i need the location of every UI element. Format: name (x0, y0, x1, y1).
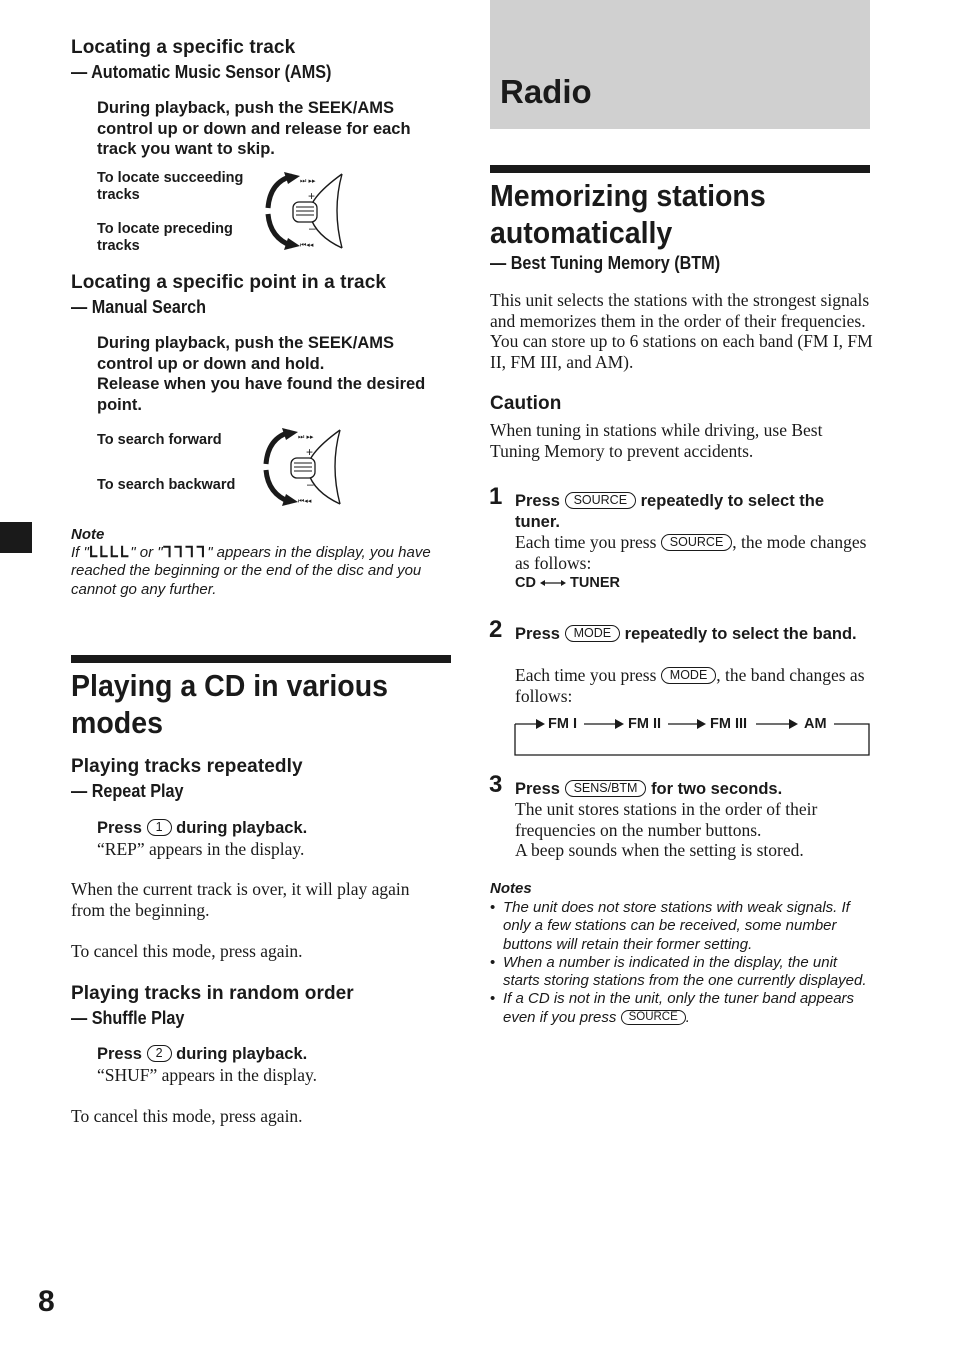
ams-instruction: During playback, push the SEEK/AMS control up or down and release for each track you want to skip. (97, 99, 411, 158)
step-2-number: 2 (489, 616, 503, 643)
next-track-icon: ⏭ ▸▸ (300, 177, 316, 185)
note-text: If "ᒪᒪᒪᒪ" or "ᒣᒣᒣᒣ" appears in the display, you have reached the beginning or the end of the disc and you cannot go any further. (71, 544, 431, 598)
mode-key: MODE (565, 625, 621, 642)
page-number: 8 (38, 1285, 55, 1318)
step-3-instruction: Press SENS/BTM for two seconds. (515, 780, 783, 798)
repeat-heading: Playing tracks repeatedly (71, 756, 303, 777)
section-rule-btm (490, 165, 870, 173)
ams-subheading: — Automatic Music Sensor (AMS) (71, 62, 332, 82)
svg-text:–: – (307, 477, 314, 491)
previous-track-icon: ⏮◂◂ (300, 241, 314, 249)
section-title: Radio (500, 73, 592, 110)
shuffle-cancel: To cancel this mode, press again. (71, 1106, 303, 1126)
repeat-result: “REP” appears in the display. (97, 839, 305, 859)
step-2-body: Each time you press MODE , the band changes as follows: (515, 665, 865, 706)
mode-key-inline: MODE (661, 667, 717, 684)
notes-item: • The unit does not store stations with weak signals. If only a few stations can be received, some number buttons will retain their former setting. (490, 899, 875, 954)
step-3-body-1: The unit stores stations in the order of their frequencies on the number buttons. (515, 799, 818, 840)
btm-intro: This unit selects the stations with the strongest signals and memorizes them in the order of their frequencies. You can store up to 6 stations on each band (FM I, FM II, FM III, and AM). (490, 290, 873, 372)
source-key-note: SOURCE (621, 1010, 686, 1025)
manual-search-heading: Locating a specific point in a track (71, 272, 387, 293)
ams-label-succeeding: To locate succeeding tracks (97, 170, 244, 203)
button-2-key: 2 (147, 1045, 172, 1062)
caution-text: When tuning in stations while driving, use Best Tuning Memory to prevent accidents. (490, 420, 823, 461)
repeat-subheading: — Repeat Play (71, 781, 184, 801)
source-key-inline: SOURCE (661, 534, 732, 551)
shuffle-result: “SHUF” appears in the display. (97, 1065, 317, 1085)
arrow-right-icon (789, 719, 798, 729)
step-3-number: 3 (489, 771, 503, 798)
notes-item: • When a number is indicated in the display, the unit starts storing stations from the one currently displayed. (490, 954, 875, 991)
svg-text:+: + (306, 445, 314, 459)
note-heading: Note (71, 526, 105, 543)
svg-text:+: + (308, 189, 316, 203)
seek-ams-hold-diagram (260, 426, 350, 508)
band-fm2: FM II (628, 716, 662, 732)
section-rule-modes (71, 655, 451, 663)
btm-heading: Memorizing stations automatically (490, 178, 766, 250)
manual-label-backward: To search backward (97, 477, 236, 493)
shuffle-subheading: — Shuffle Play (71, 1008, 185, 1028)
double-arrow-icon (540, 578, 566, 588)
manual-search-instruction-1: During playback, push the SEEK/AMS control up or down and hold. (97, 334, 395, 373)
shuffle-instruction: Press 2 during playback. (97, 1045, 308, 1063)
svg-text:–: – (309, 221, 316, 235)
repeat-instruction: Press 1 during playback. (97, 819, 308, 837)
manual-search-instruction-2: Release when you have found the desired point. (97, 375, 426, 414)
ams-label-preceding: To locate preceding tracks (97, 221, 233, 254)
step-1-body: Each time you press SOURCE , the mode changes as follows: (515, 532, 867, 573)
step-1-instruction: Press SOURCE repeatedly to select the tuner. (515, 492, 825, 531)
arrow-right-icon (697, 719, 706, 729)
modes-heading: Playing a CD in various modes (71, 668, 388, 740)
step-3-body-2: A beep sounds when the setting is stored. (515, 840, 804, 860)
arrow-right-icon (615, 719, 624, 729)
band-am: AM (804, 716, 827, 732)
source-key: SOURCE (565, 492, 636, 509)
notes-list (490, 899, 875, 1027)
caution-heading: Caution (490, 393, 562, 414)
notes-heading: Notes (490, 880, 532, 897)
seek-ams-control-diagram (262, 170, 352, 252)
ams-heading: Locating a specific track (71, 37, 296, 58)
display-begin-glyphs: ᒪᒪᒪᒪ (88, 544, 131, 561)
section-banner (490, 0, 870, 129)
repeat-paragraph: When the current track is over, it will play again from the beginning. (71, 879, 410, 920)
button-1-key: 1 (147, 819, 172, 836)
display-end-glyphs: ᒣᒣᒣᒣ (162, 544, 208, 561)
band-fm3: FM III (710, 716, 748, 732)
notes-item: • If a CD is not in the unit, only the tuner band appears even if you press SOURCE . (490, 990, 875, 1027)
shuffle-heading: Playing tracks in random order (71, 983, 354, 1004)
step-2-instruction: Press MODE repeatedly to select the band. (515, 625, 857, 643)
fast-forward-icon: ⏭ ▸▸ (298, 433, 314, 441)
arrow-right-icon (536, 719, 545, 729)
btm-subheading: — Best Tuning Memory (BTM) (490, 253, 721, 273)
sens-btm-key: SENS/BTM (565, 780, 647, 797)
mode-flow: CD TUNER (515, 575, 620, 591)
rewind-icon: ⏮◂◂ (298, 497, 312, 505)
chapter-tab-marker (0, 522, 32, 553)
repeat-cancel: To cancel this mode, press again. (71, 941, 303, 961)
step-1-number: 1 (489, 483, 503, 510)
band-fm1: FM I (548, 716, 577, 732)
manual-label-forward: To search forward (97, 432, 222, 448)
manual-search-subheading: — Manual Search (71, 297, 207, 317)
